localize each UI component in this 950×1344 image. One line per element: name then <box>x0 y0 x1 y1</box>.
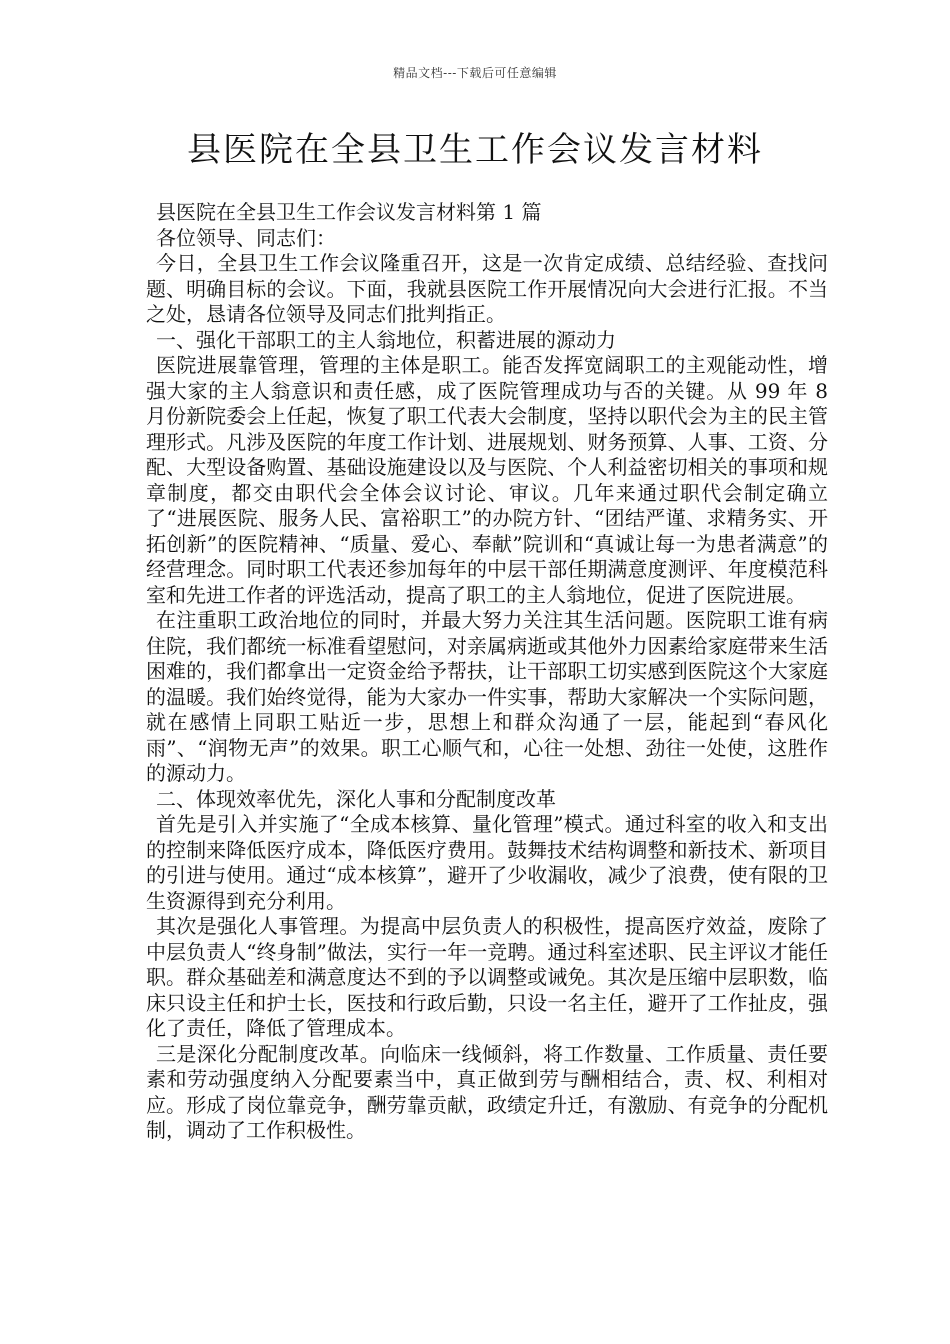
document-title: 县医院在全县卫生工作会议发言材料 <box>187 130 763 170</box>
paragraph-intro: 今日，全县卫生工作会议隆重召开，这是一次肯定成绩、总结经验、查找问题、明确目标的会议。下面，我就县医院工作开展情况向大会进行汇报。不当之处，恳请各位领导及同志们批判指正。 <box>146 251 828 326</box>
salutation: 各位领导、同志们： <box>156 225 336 250</box>
paragraph: 首先是引入并实施了“全成本核算、量化管理”模式。通过科室的收入和支出的控制来降低医疗成本，降低医疗费用。鼓舞技术结构调整和新技术、新项目的引进与使用。通过“成本核算”，避开了少收漏收，减少了浪费，使有限的卫生资源得到充分利用。 <box>146 812 828 913</box>
section-heading-1: 一、强化干部职工的主人翁地位，积蓄进展的源动力 <box>156 327 616 352</box>
section-heading-2: 二、体现效率优先，深化人事和分配制度改革 <box>156 786 556 811</box>
paragraph: 在注重职工政治地位的同时，并最大努力关注其生活问题。医院职工谁有病住院，我们都统一标准看望慰问，对亲属病逝或其他外力因素给家庭带来生活困难的，我们都拿出一定资金给予帮扶，让干部职工切实感到医院这个大家庭的温暖。我们始终觉得，能为大家办一件实事，帮助大家解决一个实际问题，就在感情上同职工贴近一步，思想上和群众沟通了一层，能起到“春风化雨”、“润物无声”的效果。职工心顺气和，心往一处想、劲往一处使，这胜作的源动力。 <box>146 608 828 785</box>
document-subtitle: 县医院在全县卫生工作会议发言材料第 1 篇 <box>156 200 542 224</box>
paragraph: 其次是强化人事管理。为提高中层负责人的积极性，提高医疗效益，废除了中层负责人“终身制”做法，实行一年一竞聘。通过科室述职、民主评议才能任职。群众基础差和满意度达不到的予以调整或诫免。其次是压缩中层职数，临床只设主任和护士长，医技和行政后勤，只设一名主任，避开了工作扯皮，强化了责任，降低了管理成本。 <box>146 914 828 1040</box>
document-body <box>146 200 828 1144</box>
paragraph: 医院进展靠管理，管理的主体是职工。能否发挥宽阔职工的主观能动性，增强大家的主人翁意识和责任感，成了医院管理成功与否的关键。从 99 年 8 月份新院委会上任起，恢复了职工代表大会制度，坚持以职代会为主的民主管理形式。凡涉及医院的年度工作计划、进展规划、财务预算、人事、工资、分配、大型设备购置、基础设施建设以及与医院、个人利益密切相关的事项和规章制度，都交由职代会全体会议讨论、审议。几年来通过职代会制定确立了“进展医院、服务人民、富裕职工”的办院方针、“团结严谨、求精务实、开拓创新”的医院精神、“质量、爱心、奉献”院训和“真诚让每一为患者满意”的经营理念。同时职工代表还参加每年的中层干部任期满意度测评、年度模范科室和先进工作者的评选活动，提高了职工的主人翁地位，促进了医院进展。 <box>146 353 828 607</box>
header-note: 精品文档---下载后可任意编辑 <box>393 66 557 80</box>
paragraph: 三是深化分配制度改革。向临床一线倾斜，将工作数量、工作质量、责任要素和劳动强度纳入分配要素当中，真正做到劳与酬相结合，责、权、利相对应。形成了岗位靠竞争，酬劳靠贡献，政绩定升迁，有激励、有竞争的分配机制，调动了工作积极性。 <box>146 1041 828 1142</box>
